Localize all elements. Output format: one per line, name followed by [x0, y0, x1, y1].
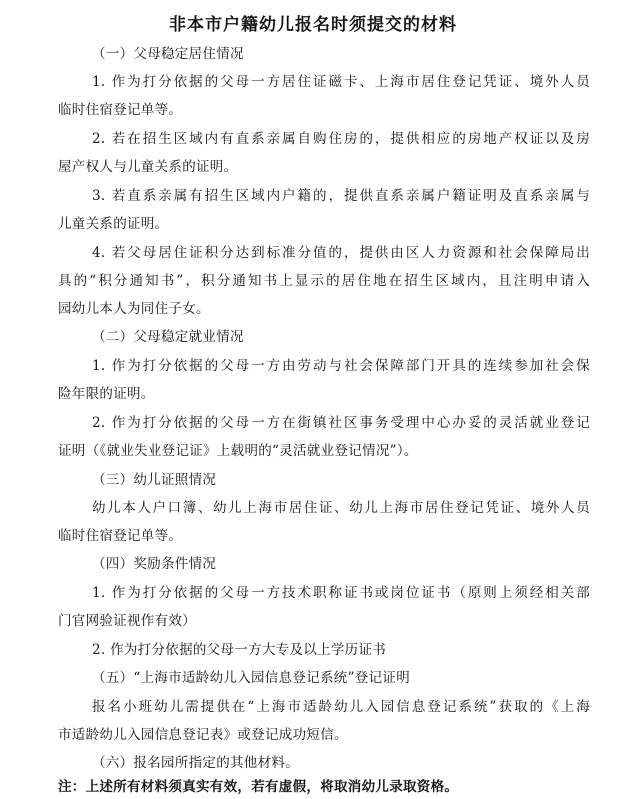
paragraph-line: 临时住宿登记单等。	[58, 528, 183, 544]
section-heading-2: （二）父母稳定就业情况	[92, 329, 244, 345]
paragraph-line: 1. 作为打分依据的父母一方居住证磁卡、上海市居住登记凭证、境外人员	[92, 74, 590, 90]
paragraph-line: 报名小班幼儿需提供在“上海市适龄幼儿入园信息登记系统”获取的《上海	[92, 699, 590, 715]
paragraph-line: 2. 若在招生区域内有直系亲属自购住房的，提供相应的房地产权证以及房	[92, 131, 590, 147]
paragraph-line: 临时住宿登记单等。	[58, 102, 183, 118]
paragraph-line: 园幼儿本人为同住子女。	[58, 301, 210, 317]
paragraph-line: 儿童关系的证明。	[58, 216, 169, 232]
paragraph-line: 市适龄幼儿入园信息登记表》或登记成功短信。	[58, 727, 348, 743]
footnote: 注：上述所有材料须真实有效，若有虚假，将取消幼儿录取资格。	[58, 779, 459, 795]
paragraph-line: 门官网验证视作有效）	[58, 613, 196, 629]
paragraph-line: 1. 作为打分依据的父母一方技术职称证书或岗位证书（原则上须经相关部	[92, 585, 590, 601]
section-heading-1: （一）父母稳定居住情况	[92, 46, 244, 62]
paragraph-line: 2. 作为打分依据的父母一方在街镇社区事务受理中心办妥的灵活就业登记	[92, 415, 590, 431]
paragraph-line: 具的“积分通知书”，积分通知书上显示的居住地在招生区域内，且注明申请入	[58, 273, 590, 289]
section-heading-3: （三）幼儿证照情况	[92, 472, 217, 488]
document-title: 非本市户籍幼儿报名时须提交的材料	[169, 15, 457, 35]
paragraph-line: 幼儿本人户口簿、幼儿上海市居住证、幼儿上海市居住登记凭证、境外人员	[92, 500, 590, 516]
section-heading-6: （六）报名园所指定的其他材料。	[92, 755, 299, 771]
paragraph-line: 3. 若直系亲属有招生区域内户籍的，提供直系亲属户籍证明及直系亲属与	[92, 188, 590, 204]
section-heading-4: （四）奖励条件情况	[92, 556, 217, 572]
paragraph-line: 2. 作为打分依据的父母一方大专及以上学历证书	[92, 642, 387, 658]
paragraph-line: 4. 若父母居住证积分达到标准分值的，提供由区人力资源和社会保障局出	[92, 245, 590, 261]
paragraph-line: 险年限的证明。	[58, 386, 155, 402]
paragraph-line: 屋产权人与儿童关系的证明。	[58, 159, 238, 175]
section-heading-5: （五）“上海市适龄幼儿入园信息登记系统”登记证明	[92, 670, 411, 686]
paragraph-line: 证明（《就业失业登记证》上载明的“灵活就业登记情况”）。	[58, 443, 418, 459]
paragraph-line: 1. 作为打分依据的父母一方由劳动与社会保障部门开具的连续参加社会保	[92, 358, 590, 374]
